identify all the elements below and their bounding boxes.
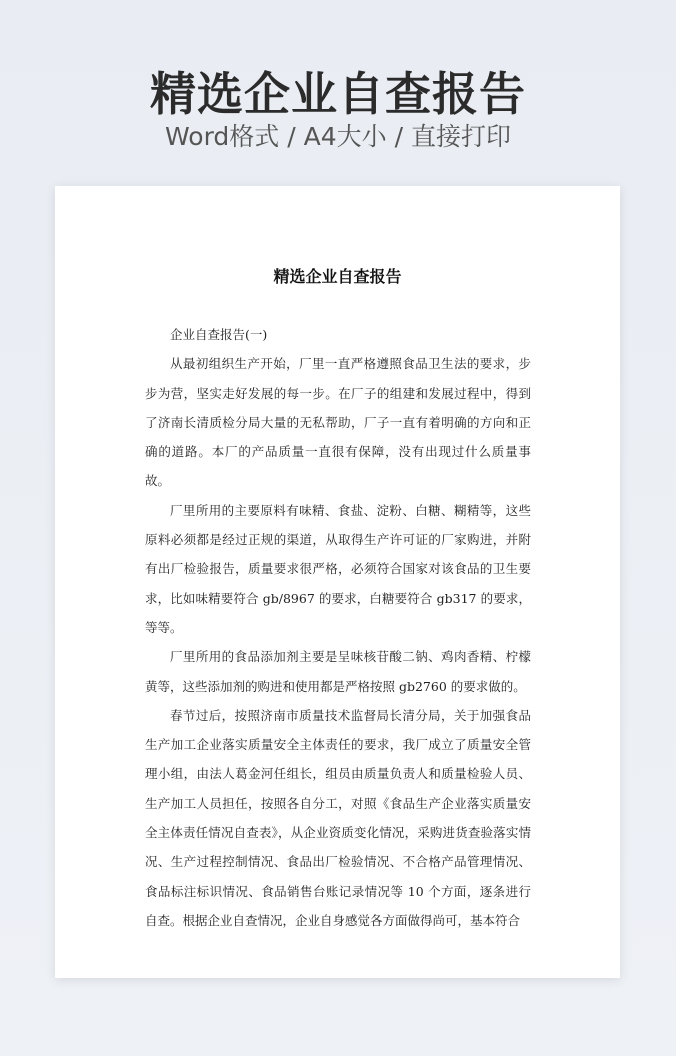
document-page [55,186,620,978]
paragraph: 春节过后，按照济南市质量技术监督局长清分局，关于加强食品生产加工企业落实质量安全主体责任的要求，我厂成立了质量安全管理小组，由法人葛金河任组长，组员由质量负责人和质量检验人员、生产加工人员担任，按照各自分工，对照《食品生产企业落实质量安全主体责任情况自查表》，从企业资质变化情况，采购进货查验落实情况、生产过程控制情况、食品出厂检验情况、不合格产品管理情况、食品标注标识情况、食品销售台账记录情况等 10 个方面，逐条进行自查。根据企业自查情况，企业自身感觉各方面做得尚可，基本符合 [145,707,531,928]
document-title: 精选企业自查报告 [273,267,402,286]
paragraph: 从最初组织生产开始，厂里一直严格遵照食品卫生法的要求，步步为营，坚实走好发展的每一步。在厂子的组建和发展过程中，得到了济南长清质检分局大量的无私帮助，厂子一直有着明确的方向和正确的道路。本厂的产品质量一直很有保障，没有出现过什么质量事故。 [145,356,531,489]
banner-subtitle: Word格式 / A4大小 / 直接打印 [165,122,511,151]
paragraph: 厂里所用的食品添加剂主要是呈味核苷酸二钠、鸡肉香精、柠檬黄等，这些添加剂的购进和使用都是严格按照 gb2760 的要求做的。 [145,649,531,694]
section-heading: 企业自查报告(一) [170,327,268,342]
paragraph: 厂里所用的主要原料有味精、食盐、淀粉、白糖、糊精等，这些原料必须都是经过正规的渠道，从取得生产许可证的厂家购进，并附有出厂检验报告，质量要求很严格，必须符合国家对该食品的卫生要求，比如味精要符合 gb/8967 的要求，白糖要符合 gb317 的要求，等等。 [145,502,531,635]
banner-title: 精选企业自查报告 [150,67,526,121]
document-body [145,320,531,935]
